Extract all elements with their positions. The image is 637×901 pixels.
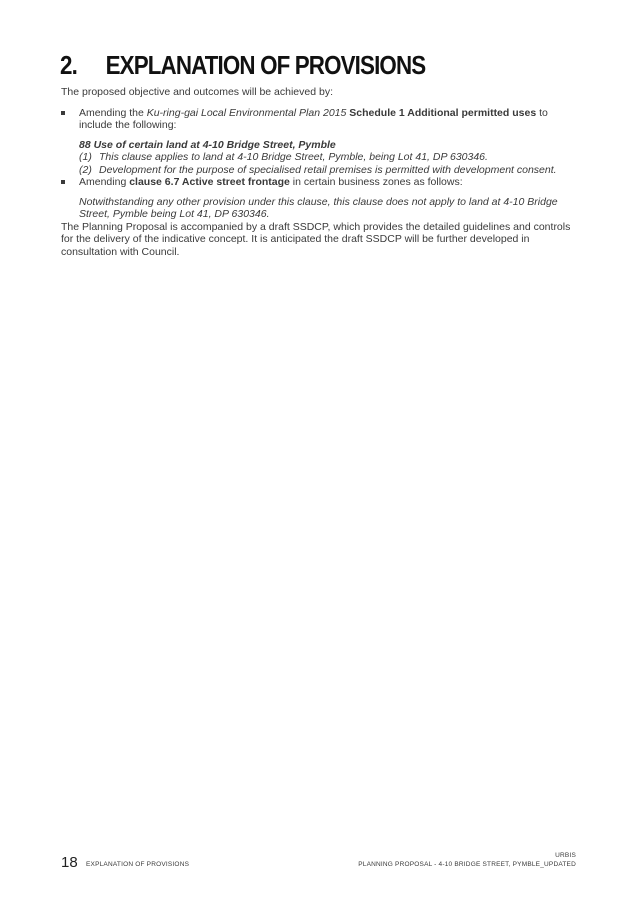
bullet-item-schedule (61, 107, 576, 132)
clause-item-text: This clause applies to land at 4-10 Bridge Street, Pymble, being Lot 41, DP 630346. (99, 151, 488, 163)
footer-company: URBIS (555, 852, 576, 859)
section-number: 2. (60, 50, 77, 80)
clause-88-title: 88 Use of certain land at 4-10 Bridge Street, Pymble (79, 138, 336, 151)
clause-note: Notwithstanding any other provision under this clause, this clause does not apply to land at 4-10 Bridge Street, Pymble being Lot 41, DP 630346. (79, 195, 558, 220)
clause-item (79, 164, 576, 177)
page-content (61, 86, 576, 258)
bullet-text-suffix: to include the following: (79, 106, 548, 131)
page-number: 18 (61, 854, 78, 871)
closing-paragraph: The Planning Proposal is accompanied by a draft SSDCP, which provides the detailed guidelines and controls for the delivery of the indicative concept. It is anticipated the draft SSDCP will be further developed in consultation with Council. (61, 220, 571, 258)
clause-item-text: Development for the purpose of specialised retail premises is permitted with development consent. (99, 163, 557, 176)
clause-88-block (61, 139, 576, 177)
plan-name: Ku-ring-gai Local Environmental Plan 2015 (146, 106, 347, 119)
bullet-text: Amending (79, 176, 130, 188)
schedule-name: Schedule 1 Additional permitted uses (349, 106, 537, 119)
square-bullet-icon (61, 111, 65, 115)
bullet-text-suffix: in certain business zones as follows: (289, 176, 463, 188)
clause-item-number: (1) (79, 151, 92, 163)
bullet-text: Amending the (79, 106, 147, 119)
page-heading (60, 50, 425, 81)
section-title: EXPLANATION OF PROVISIONS (105, 50, 426, 80)
bullet-item-clause-6-7 (61, 176, 576, 189)
clause-name: clause 6.7 Active street frontage (129, 176, 290, 188)
footer-section-title: EXPLANATION OF PROVISIONS (86, 861, 190, 868)
footer-document-title: PLANNING PROPOSAL - 4-10 BRIDGE STREET, PYMBLE_UPDATED (358, 861, 576, 868)
intro-paragraph: The proposed objective and outcomes will be achieved by: (61, 86, 333, 98)
clause-item (79, 151, 576, 164)
clause-item-number: (2) (79, 163, 92, 176)
square-bullet-icon (61, 180, 65, 184)
